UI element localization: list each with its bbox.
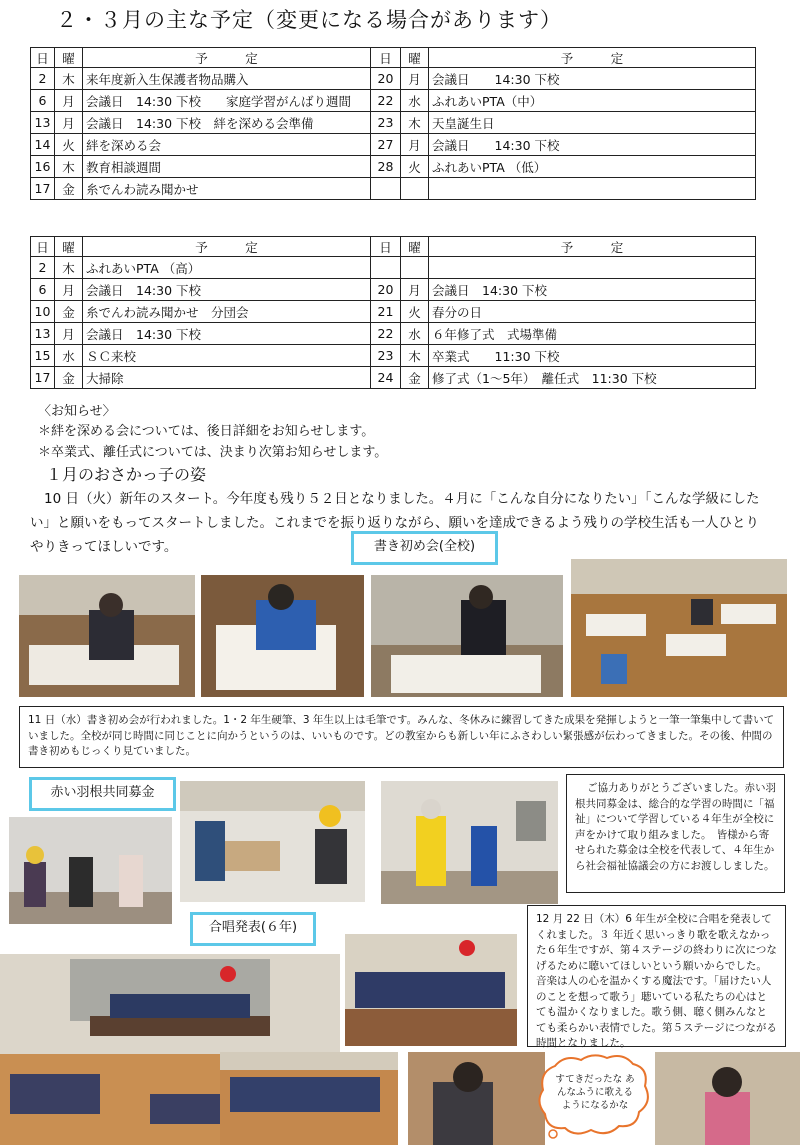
schedule-row: [31, 178, 756, 200]
plan-cell: 会議日 14:30 下校: [83, 279, 371, 301]
plan-cell: 糸でんわ読み聞かせ 分団会: [83, 301, 371, 323]
schedule-row: [31, 279, 756, 301]
intro-paragraph: 10 日（火）新年のスタート。今年度も残り５２日となりました。４月に「こんな自分になりたい」「こんな学級にしたい」と願いをもってスタートしました。これまでを振り返りながら、願いを達成できるよう残りの学校生活も一人ひとりやりきってほしいです。: [30, 491, 760, 555]
plan-cell: ふれあいPTA（中）: [429, 90, 756, 112]
weekday-cell: 月: [401, 279, 429, 301]
weekday-cell: 金: [55, 301, 83, 323]
plan-cell: 卒業式 11:30 下校: [429, 345, 756, 367]
header-weekday: 曜: [55, 48, 83, 68]
notice-item: ＊絆を深める会については、後日詳細をお知らせします。: [38, 424, 375, 439]
weekday-cell: 月: [55, 323, 83, 345]
chorus-photo-listener: [408, 1052, 545, 1145]
plan-cell: 会議日 14:30 下校: [429, 279, 756, 301]
schedule-row: [31, 301, 756, 323]
header-day: 日: [371, 237, 401, 257]
weekday-cell: 金: [401, 367, 429, 389]
plan-cell: 糸でんわ読み聞かせ: [83, 178, 371, 200]
weekday-cell: 木: [55, 156, 83, 178]
header-plan: 予 定: [429, 237, 756, 257]
weekday-cell: 月: [401, 68, 429, 90]
plan-cell: [429, 178, 756, 200]
weekday-cell: [401, 257, 429, 279]
weekday-cell: 月: [55, 90, 83, 112]
weekday-cell: 火: [401, 301, 429, 323]
header-plan: 予 定: [429, 48, 756, 68]
plan-cell: 会議日 14:30 下校 絆を深める会準備: [83, 112, 371, 134]
weekday-cell: 金: [55, 367, 83, 389]
weekday-cell: 金: [55, 178, 83, 200]
chorus-photo-girl: [655, 1052, 800, 1145]
plan-cell: 天皇誕生日: [429, 112, 756, 134]
day-cell: [371, 257, 401, 279]
weekday-cell: 水: [401, 323, 429, 345]
notice-heading: 〈お知らせ〉: [38, 404, 116, 419]
weekday-cell: 水: [55, 345, 83, 367]
day-cell: 10: [31, 301, 55, 323]
day-cell: 27: [371, 134, 401, 156]
day-cell: 15: [31, 345, 55, 367]
chorus-photo-singers: [345, 934, 517, 1046]
weekday-cell: 火: [401, 156, 429, 178]
weekday-cell: 木: [55, 257, 83, 279]
plan-cell: 会議日 14:30 下校: [429, 68, 756, 90]
chorus-label: 合唱発表(６年): [190, 912, 316, 946]
schedule-row: [31, 68, 756, 90]
schedule-row: [31, 90, 756, 112]
akaihane-photo-3: [381, 781, 558, 904]
day-cell: 2: [31, 68, 55, 90]
weekday-cell: 月: [55, 112, 83, 134]
plan-cell: 会議日 14:30 下校: [429, 134, 756, 156]
kakizome-description: 11 日（水）書き初め会が行われました。1・2 年生硬筆、3 年生以上は毛筆です。みんな、冬休みに練習してきた成果を発揮しようと一筆一筆集中して書いていました。全校が同じ時間に同じことに向かうというのは、いいものです。どの教室からも新しい年にふさわしい緊張感が伝わってきました。その後、仲間の書き初めもじっくり見ていました。: [19, 706, 784, 768]
day-cell: 20: [371, 279, 401, 301]
plan-cell: ふれあいPTA （高）: [83, 257, 371, 279]
day-cell: 13: [31, 323, 55, 345]
akaihane-photo-1: [9, 817, 172, 924]
day-cell: 21: [371, 301, 401, 323]
day-cell: 14: [31, 134, 55, 156]
kakizome-photo-1: [19, 575, 195, 697]
kakizome-photo-2: [201, 575, 364, 697]
header-weekday: 曜: [55, 237, 83, 257]
plan-cell: 会議日 14:30 下校 家庭学習がんばり週間: [83, 90, 371, 112]
day-cell: 22: [371, 90, 401, 112]
akaihane-label: 赤い羽根共同募金: [29, 777, 176, 811]
plan-cell: 絆を深める会: [83, 134, 371, 156]
day-cell: 17: [31, 178, 55, 200]
page-title: ２・３月の主な予定（変更になる場合があります）: [56, 8, 562, 32]
day-cell: 6: [31, 90, 55, 112]
schedule-row: [31, 257, 756, 279]
day-cell: 13: [31, 112, 55, 134]
header-weekday: 曜: [401, 237, 429, 257]
akaihane-description: ご協力ありがとうございました。赤い羽根共同募金は、総合的な学習の時間に「福祉」について学習している４年生が全校に声をかけて取り組みました。 皆様から寄せられた募金は全校を代表して、４年生から社会福祉協議会の方にお渡ししました。: [566, 774, 785, 893]
day-cell: 2: [31, 257, 55, 279]
weekday-cell: 月: [401, 134, 429, 156]
weekday-cell: [401, 178, 429, 200]
plan-cell: 春分の日: [429, 301, 756, 323]
kakizome-photo-3: [371, 575, 563, 697]
weekday-cell: 月: [55, 279, 83, 301]
plan-cell: 教育相談週間: [83, 156, 371, 178]
day-cell: 6: [31, 279, 55, 301]
kakizome-label: 書き初め会(全校): [351, 531, 498, 565]
plan-cell: ふれあいPTA （低）: [429, 156, 756, 178]
header-day: 日: [371, 48, 401, 68]
header-plan: 予 定: [83, 48, 371, 68]
notice-item: ＊卒業式、離任式については、決まり次第お知らせします。: [38, 445, 388, 460]
plan-cell: 会議日 14:30 下校: [83, 323, 371, 345]
day-cell: 17: [31, 367, 55, 389]
day-cell: 20: [371, 68, 401, 90]
plan-cell: ＳＣ来校: [83, 345, 371, 367]
schedule-row: [31, 134, 756, 156]
header-day: 日: [31, 237, 55, 257]
day-cell: [371, 178, 401, 200]
day-cell: 16: [31, 156, 55, 178]
chorus-description: 12 月 22 日（木）6 年生が全校に合唱を発表してくれました。３ 年近く思いっきり歌を歌えなかった６年生ですが、第４ステージの終わりに次につなげるために聴いてほしいという願いからでした。音楽は人の心を温かくする魔法です。「届けたい人のことを想って歌う」聴いている私たちの心はとても温かくなりました。歌う側、聴く側みんなとても柔らかい表情でした。第５ステージにつながる時間となりました。: [527, 905, 786, 1047]
weekday-cell: 木: [401, 112, 429, 134]
day-cell: 22: [371, 323, 401, 345]
kakizome-photo-4: [571, 559, 787, 697]
february-schedule-table: [30, 47, 756, 200]
plan-cell: ６年修了式 式場準備: [429, 323, 756, 345]
schedule-row: [31, 156, 756, 178]
day-cell: 28: [371, 156, 401, 178]
weekday-cell: 木: [55, 68, 83, 90]
plan-cell: 来年度新入生保護者物品購入: [83, 68, 371, 90]
weekday-cell: 木: [401, 345, 429, 367]
day-cell: 23: [371, 345, 401, 367]
speech-bubble-text: すてきだったな あんなふうに歌える ようになるかな: [555, 1074, 635, 1111]
weekday-cell: 火: [55, 134, 83, 156]
day-cell: 24: [371, 367, 401, 389]
section-title: １月のおさかっ子の姿: [46, 465, 207, 484]
march-schedule-table: [30, 236, 756, 389]
plan-cell: 修了式（1～5年） 離任式 11:30 下校: [429, 367, 756, 389]
schedule-row: [31, 323, 756, 345]
schedule-row: [31, 345, 756, 367]
header-day: 日: [31, 48, 55, 68]
schedule-row: [31, 112, 756, 134]
day-cell: 23: [371, 112, 401, 134]
schedule-row: [31, 367, 756, 389]
akaihane-photo-2: [180, 781, 365, 902]
plan-cell: 大掃除: [83, 367, 371, 389]
plan-cell: [429, 257, 756, 279]
weekday-cell: 水: [401, 90, 429, 112]
header-weekday: 曜: [401, 48, 429, 68]
header-plan: 予 定: [83, 237, 371, 257]
chorus-photo-audience: [220, 1052, 398, 1145]
